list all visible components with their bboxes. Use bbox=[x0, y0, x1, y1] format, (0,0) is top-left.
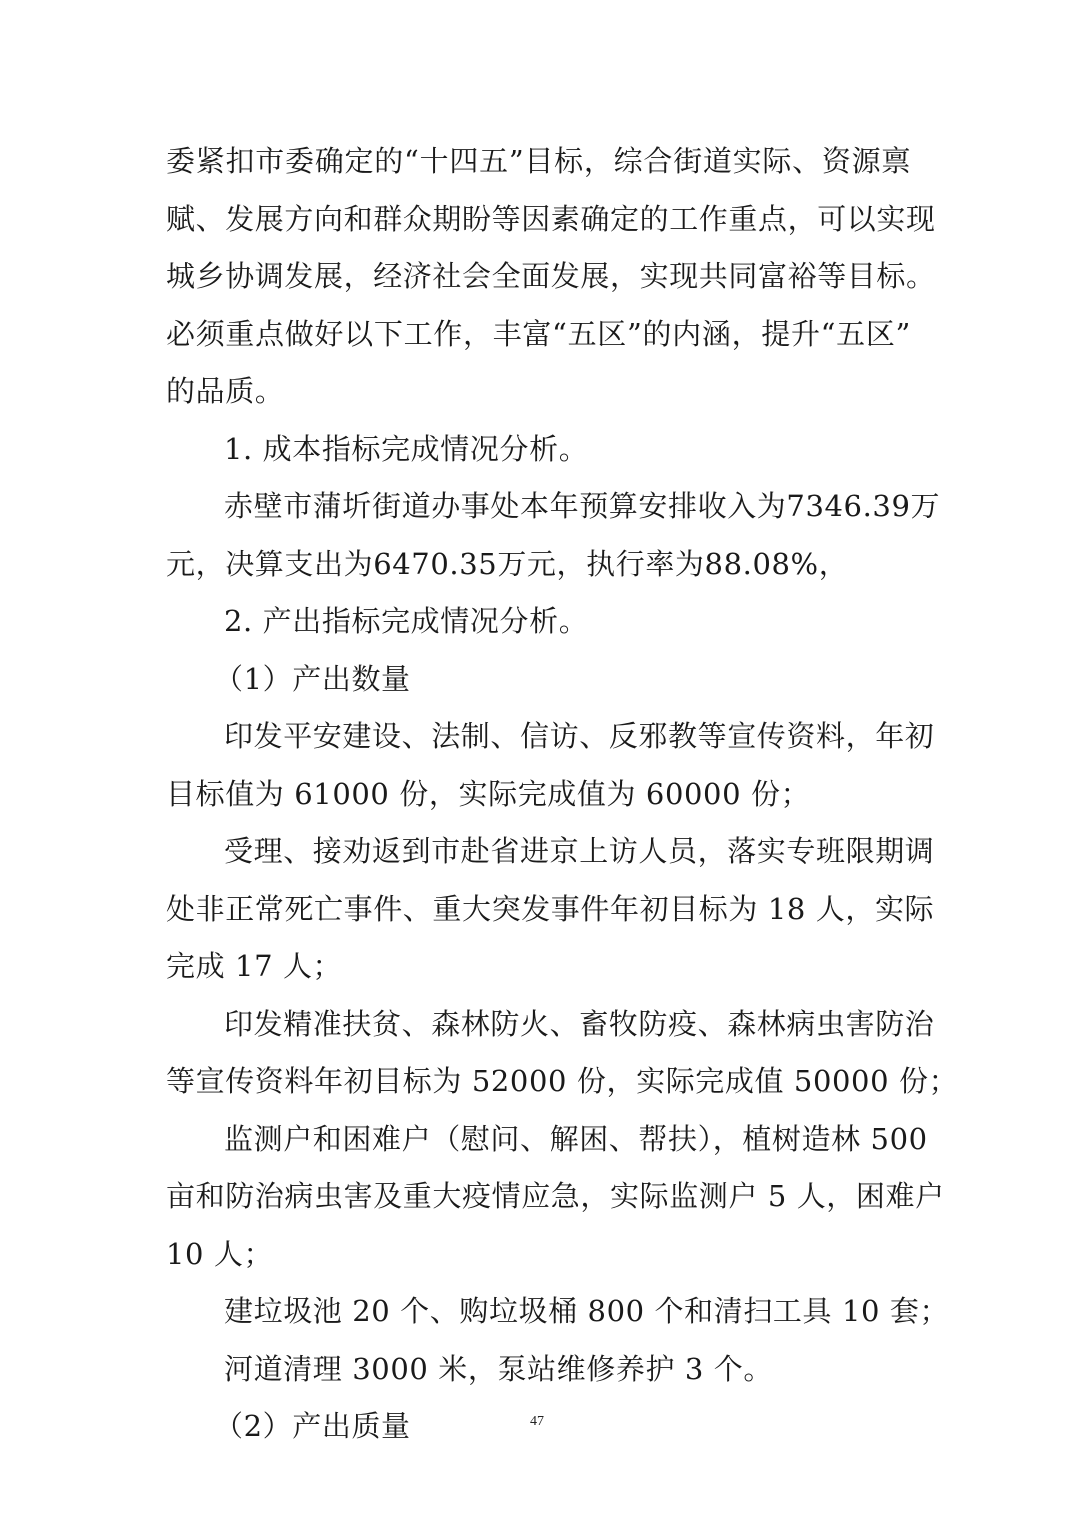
text-line: 亩和防治病虫害及重大疫情应急，实际监测户 5 人，困难户 bbox=[166, 1179, 945, 1213]
text-line: 印发平安建设、法制、信访、反邪教等宣传资料，年初 bbox=[224, 719, 935, 753]
text-line: 处非正常死亡事件、重大突发事件年初目标为 18 人，实际 bbox=[166, 891, 935, 926]
text-line: 等宣传资料年初目标为 52000 份，实际完成值 50000 份； bbox=[166, 1064, 959, 1098]
text-line: 河道清理 3000 米，泵站维修养护 3 个。 bbox=[224, 1351, 773, 1386]
body-text bbox=[166, 133, 959, 1456]
text-line: 赋、发展方向和群众期盼等因素确定的工作重点，可以实现 bbox=[166, 201, 936, 236]
page-number: 47 bbox=[530, 1414, 544, 1429]
text-line: 完成 17 人； bbox=[166, 949, 343, 983]
text-line: 建垃圾池 20 个、购垃圾桶 800 个和清扫工具 10 套； bbox=[224, 1294, 950, 1328]
section-heading: 1. 成本指标完成情况分析。 bbox=[224, 431, 589, 466]
text-line: 委紧扣市委确定的“十四五”目标，综合街道实际、资源禀 bbox=[166, 144, 911, 178]
text-line: 城乡协调发展，经济社会全面发展，实现共同富裕等目标。 bbox=[166, 259, 936, 293]
text-line: 目标值为 61000 份，实际完成值为 60000 份； bbox=[166, 776, 811, 811]
text-line: 10 人； bbox=[166, 1236, 274, 1271]
section-heading: 2. 产出指标完成情况分析。 bbox=[224, 604, 589, 638]
text-line: 受理、接劝返到市赴省进京上访人员，落实专班限期调 bbox=[224, 834, 935, 868]
text-line: 的品质。 bbox=[166, 374, 285, 408]
text-line: 印发精准扶贫、森林防火、畜牧防疫、森林病虫害防治 bbox=[224, 1006, 935, 1041]
text-line: 必须重点做好以下工作，丰富“五区”的内涵，提升“五区” bbox=[166, 316, 911, 351]
subsection-heading: （2）产出质量 bbox=[214, 1409, 411, 1443]
subsection-heading: （1）产出数量 bbox=[214, 661, 411, 696]
text-line: 元，决算支出为6470.35万元，执行率为88.08%， bbox=[166, 546, 849, 581]
text-line: 监测户和困难户（慰问、解困、帮扶），植树造林 500 bbox=[224, 1121, 928, 1156]
text-line: 赤壁市蒲圻街道办事处本年预算安排收入为7346.39万 bbox=[224, 489, 941, 523]
